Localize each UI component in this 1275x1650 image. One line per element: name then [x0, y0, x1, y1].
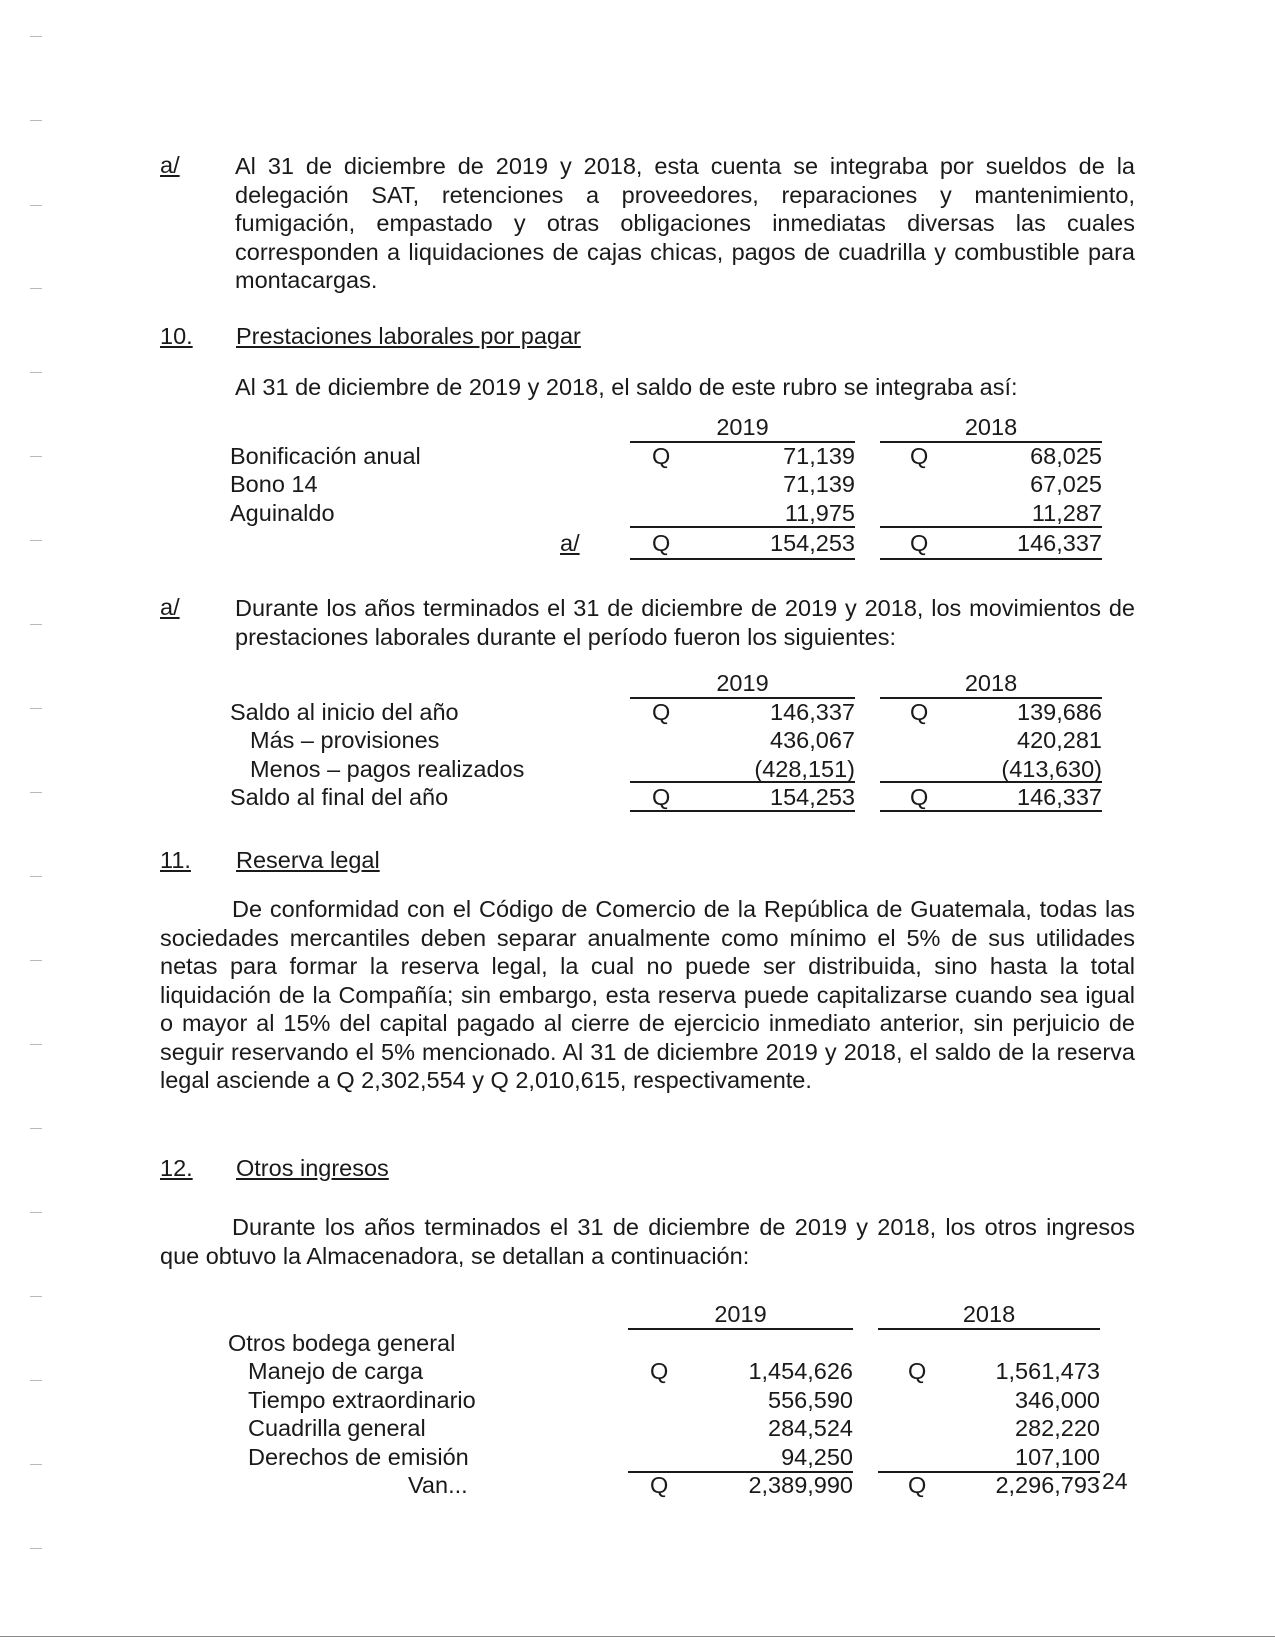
page-number: 24	[1102, 1468, 1128, 1494]
section-12-heading	[160, 1155, 389, 1182]
year-header-2018: 2018	[962, 1301, 1016, 1327]
currency-symbol: Q	[650, 1472, 669, 1498]
currency-symbol: Q	[910, 530, 929, 556]
section-11-title: Reserva legal	[236, 847, 380, 873]
value-2019: 71,139	[783, 442, 855, 469]
currency-symbol: Q	[908, 1358, 927, 1384]
currency-symbol: Q	[910, 698, 929, 725]
total-2018: 146,337	[1017, 784, 1102, 810]
currency-symbol: Q	[652, 442, 671, 469]
subtotal-rule-2018	[880, 526, 1102, 528]
row-label: Tiempo extraordinario	[248, 1386, 476, 1413]
otros-ingresos-table	[228, 1300, 1128, 1500]
table-row	[228, 1386, 1128, 1415]
note-a2-text: Durante los años terminados el 31 de diciembre de 2019 y 2018, los movimientos de prestaciones laborales durante el período fueron los siguientes:	[235, 595, 1135, 650]
total-rule-2019	[630, 558, 855, 560]
value-2018: 282,220	[1015, 1415, 1100, 1441]
value-2018: 139,686	[1017, 698, 1102, 725]
table-row	[228, 1414, 1128, 1443]
table-header-row	[228, 1300, 1128, 1329]
value-2018: 68,025	[1030, 442, 1102, 469]
note-marker-a2: a/	[160, 594, 180, 620]
table-carry-row	[228, 1471, 1128, 1500]
row-label: Aguinaldo	[230, 499, 335, 526]
total-2019: 154,253	[770, 784, 855, 810]
carry-2019: 2,389,990	[748, 1472, 853, 1498]
value-2019: 94,250	[781, 1443, 853, 1470]
value-2019: (428,151)	[754, 755, 855, 782]
currency-symbol: Q	[652, 784, 671, 810]
total-rule-2018	[880, 810, 1102, 812]
row-label: Derechos de emisión	[248, 1443, 469, 1470]
total-2018: 146,337	[1017, 530, 1102, 556]
section-12-title: Otros ingresos	[236, 1155, 389, 1181]
left-margin-marks	[30, 0, 44, 1650]
section-11-number: 11.	[160, 847, 191, 873]
table-header-row	[230, 413, 1130, 442]
prestaciones-table	[230, 413, 1130, 556]
page-bottom-edge	[0, 1636, 1275, 1637]
movements-table	[230, 669, 1130, 812]
year-header-2019: 2019	[714, 1301, 767, 1327]
value-2018: 346,000	[1015, 1386, 1100, 1413]
year-header-2019: 2019	[716, 670, 769, 696]
row-label: Cuadrilla general	[248, 1415, 426, 1441]
total-rule-2019	[630, 810, 855, 812]
section-11-heading	[160, 847, 380, 874]
section-12-intro: Durante los años terminados el 31 de diciembre de 2019 y 2018, los otros ingresos que obtuvo la Almacenadora, se detallan a continuación:	[160, 1214, 1135, 1269]
total-note-ref: a/	[560, 530, 580, 556]
currency-symbol: Q	[652, 698, 671, 725]
group-label: Otros bodega general	[228, 1329, 456, 1356]
total-rule-2018	[880, 558, 1102, 560]
row-label: Saldo al final del año	[230, 784, 449, 810]
table-row	[230, 470, 1130, 499]
section-10-title: Prestaciones laborales por pagar	[236, 323, 581, 349]
carry-label: Van...	[408, 1472, 468, 1498]
row-label: Más – provisiones	[250, 727, 440, 753]
year-header-2018: 2018	[964, 414, 1018, 440]
value-2019: 556,590	[768, 1386, 853, 1413]
currency-symbol: Q	[650, 1358, 669, 1384]
section-10-heading	[160, 323, 581, 350]
row-label: Bonificación anual	[230, 442, 421, 469]
currency-symbol: Q	[652, 530, 671, 556]
currency-symbol: Q	[910, 442, 929, 469]
currency-symbol: Q	[908, 1472, 927, 1498]
table-row	[228, 1443, 1128, 1472]
row-label: Menos – pagos realizados	[250, 755, 525, 782]
table-group-row	[228, 1329, 1128, 1358]
row-label: Bono 14	[230, 471, 318, 497]
value-2019: 1,454,626	[748, 1358, 853, 1384]
table-row	[230, 698, 1130, 727]
value-2018: 420,281	[1017, 727, 1102, 753]
row-label: Manejo de carga	[248, 1358, 424, 1384]
value-2019: 284,524	[768, 1415, 853, 1441]
section-11-text: De conformidad con el Código de Comercio de la República de Guatemala, todas las sociedades mercantiles deben separar anualmente como mínimo el 5% de sus utilidades netas para formar la reserva legal, la cual no puede ser distribuida, sino hasta la total liquidación de la Compañía; sin embargo, esta reserva puede capitalizarse cuando sea igual o mayor al 15% del capital pagado al cierre de ejercicio inmediato anterior, sin perjuicio de seguir reservando el 5% mencionado. Al 31 de diciembre 2019 y 2018, el saldo de la reserva legal asciende a Q 2,302,554 y Q 2,010,615, respectivamente.	[160, 896, 1135, 1093]
total-2019: 154,253	[770, 530, 855, 556]
note-marker-a1: a/	[160, 152, 180, 178]
table-total-row	[230, 783, 1130, 812]
section-12-number: 12.	[160, 1155, 193, 1181]
table-row	[230, 442, 1130, 471]
table-row	[228, 1357, 1128, 1386]
table-row	[230, 755, 1130, 784]
subtotal-rule-2019	[630, 526, 855, 528]
note-a1-text: Al 31 de diciembre de 2019 y 2018, esta cuenta se integraba por sueldos de la delegación SAT, retenciones a proveedores, reparaciones y mantenimiento, fumigación, empastado y otras obligaciones inmediatas diversas las cuales corresponden a liquidaciones de cajas chicas, pagos de cuadrilla y combustible para montacargas.	[235, 153, 1135, 293]
table-row	[230, 726, 1130, 755]
table-header-row	[230, 669, 1130, 698]
year-header-2018: 2018	[964, 670, 1018, 696]
currency-symbol: Q	[910, 784, 929, 810]
value-2018: 1,561,473	[995, 1358, 1100, 1384]
year-header-2019: 2019	[716, 414, 769, 440]
carry-2018: 2,296,793	[995, 1472, 1100, 1498]
value-2019: 71,139	[783, 471, 855, 497]
value-2019: 11,975	[784, 499, 855, 526]
value-2018: 11,287	[1031, 499, 1102, 526]
value-2018: (413,630)	[1001, 755, 1102, 782]
value-2019: 436,067	[770, 727, 855, 753]
table-total-row	[230, 529, 1130, 558]
row-label: Saldo al inicio del año	[230, 698, 459, 725]
table-row	[230, 499, 1130, 528]
section-10-number: 10.	[160, 323, 193, 349]
value-2018: 107,100	[1015, 1443, 1100, 1470]
value-2018: 67,025	[1030, 471, 1102, 497]
section-10-intro: Al 31 de diciembre de 2019 y 2018, el saldo de este rubro se integraba así:	[235, 374, 1018, 400]
value-2019: 146,337	[770, 698, 855, 725]
